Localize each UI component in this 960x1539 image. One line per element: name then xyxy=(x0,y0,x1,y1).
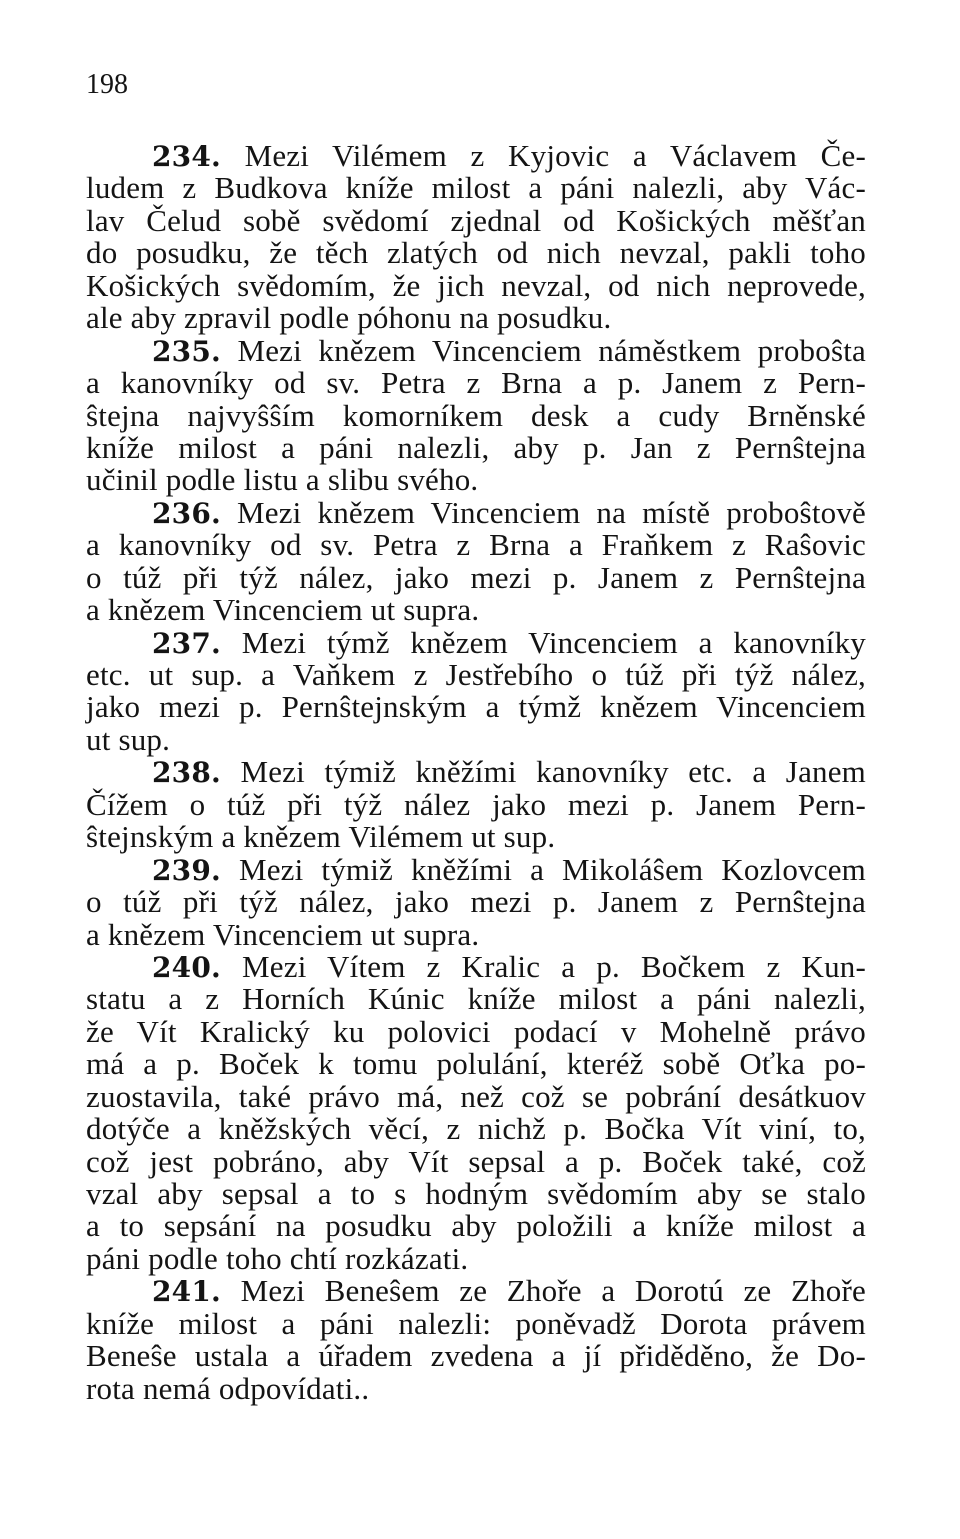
text-line xyxy=(86,1078,866,1114)
line-text: Mezi knězem Vincenciem na místě proboŝtově xyxy=(237,494,866,530)
line-text: statu a z Horních Kúnic kníže milost a páni nalezli, xyxy=(86,981,866,1017)
line-text: rota nemá odpovídati.. xyxy=(86,1370,370,1406)
line-text: Beneŝe ustala a úřadem zvedena a jí přiděděno, že Do- xyxy=(86,1338,866,1374)
paragraph-number: 241. xyxy=(152,1275,221,1309)
line-text: a kanovníky od sv. Petra z Brna a Fraňkem z Raŝovic xyxy=(86,527,866,563)
line-text: což jest pobráno, aby Vít sepsal a p. Boček také, což xyxy=(86,1143,866,1179)
text-line xyxy=(86,821,866,853)
line-text: Čížem o túž při týž nález jako mezi p. Janem Pern- xyxy=(86,786,866,822)
line-text: do posudku, že těch zlatých od nich nevzal, pakli toho xyxy=(86,235,866,271)
line-text: Mezi týmž knězem Vincenciem a kanovníky xyxy=(241,624,867,660)
line-text: Mezi Vítem z Kralic a p. Bočkem z Kun- xyxy=(242,948,866,984)
paragraph-number: 235. xyxy=(152,334,221,368)
paragraph xyxy=(86,851,866,952)
text-line xyxy=(86,1210,866,1242)
text-line xyxy=(86,429,866,465)
paragraph-number: 234. xyxy=(152,140,221,173)
text-line xyxy=(86,494,866,530)
line-text: Mezi Beneŝem ze Zhoře a Dorotú ze Zhoře xyxy=(240,1273,866,1309)
paragraph xyxy=(86,140,866,335)
text-line xyxy=(86,559,866,595)
line-text: Mezi týmiž kněžími kanovníky etc. a Janem xyxy=(240,754,866,790)
line-text: ŝtejna najvyŝŝím komorníkem desk a cudy Brněnské xyxy=(86,397,866,433)
paragraph xyxy=(86,756,866,853)
text-line xyxy=(86,594,866,626)
paragraph-number: 237. xyxy=(152,626,221,660)
text-line xyxy=(86,624,867,660)
text-line xyxy=(86,367,866,399)
line-text: vzal aby sepsal a to s hodným svědomím aby se stalo xyxy=(86,1176,866,1211)
line-text: zuostavila, také právo má, než což se pobrání desátkuov xyxy=(86,1078,866,1114)
text-line xyxy=(86,1275,866,1307)
line-text: má a p. Boček k tomu polulání, kteréž sobě Oťka po- xyxy=(86,1046,866,1082)
line-text: kníže milost a páni nalezli, aby p. Jan z Pernŝtejna xyxy=(86,429,866,465)
text-line xyxy=(86,983,866,1015)
line-text: Mezi Vilémem z Kyjovic a Václavem Če- xyxy=(244,138,866,173)
text-line xyxy=(86,1178,866,1210)
text-line xyxy=(86,948,866,984)
text-line xyxy=(86,397,866,433)
line-text: páni podle toho chtí rozkázati. xyxy=(86,1240,469,1276)
text-line xyxy=(86,1143,866,1179)
paragraph-number: 236. xyxy=(152,496,221,530)
line-text: ludem z Budkova kníže milost a páni nalezli, aby Vác- xyxy=(86,170,866,206)
paragraph xyxy=(86,1275,866,1405)
text-line xyxy=(86,1370,866,1406)
line-text: dotýče a kněžských věcí, z nichž p. Bočka Vít viní, to, xyxy=(86,1111,866,1147)
text-line xyxy=(86,267,866,303)
line-text: ale aby zpravil podle póhonu na posudku. xyxy=(86,300,612,336)
text-line xyxy=(86,237,866,269)
line-text: jako mezi p. Pernŝtejnským a týmž knězem Vincenciem xyxy=(86,689,866,725)
line-text: a knězem Vincenciem ut supra. xyxy=(86,916,480,952)
paragraph xyxy=(86,624,867,757)
text-line xyxy=(86,202,866,238)
text-line xyxy=(86,172,866,204)
line-text: a kanovníky od sv. Petra z Brna a p. Janem z Pern- xyxy=(86,365,866,401)
line-text: že Vít Kralický ku polovici podací v Mohelně právo xyxy=(86,1013,866,1049)
line-text: lav Čelud sobě svědomí zjednal od Košických měšťan xyxy=(86,202,866,238)
text-line xyxy=(86,1113,866,1145)
line-text: a knězem Vincenciem ut supra. xyxy=(86,592,480,628)
text-line xyxy=(86,302,866,334)
line-text: o túž při týž nález, jako mezi p. Janem z Pernŝtejna xyxy=(86,884,866,920)
text-line xyxy=(86,1240,866,1276)
line-text: ŝtejnským a knězem Vilémem ut sup. xyxy=(86,819,556,855)
text-line xyxy=(86,1013,866,1049)
text-line xyxy=(86,916,866,952)
text-line xyxy=(86,691,866,723)
line-text: učinil podle listu a slibu svého. xyxy=(86,462,479,498)
text-line xyxy=(86,721,866,757)
paragraph xyxy=(86,332,866,498)
paragraph-number: 238. xyxy=(152,756,221,790)
paragraph-number: 239. xyxy=(152,853,221,887)
line-text: ut sup. xyxy=(86,721,171,757)
line-text: Košických svědomím, že jich nevzal, od nich neprovede, xyxy=(86,267,866,303)
line-text: Mezi týmiž kněžími a Mikoláŝem Kozlovcem xyxy=(238,851,866,887)
text-line xyxy=(86,786,866,822)
text-line xyxy=(86,529,866,561)
text-line xyxy=(86,1048,866,1080)
text-line xyxy=(86,332,866,368)
line-text: a to sepsání na posudku aby položili a kníže milost a xyxy=(86,1208,866,1244)
text-line xyxy=(86,851,866,887)
page-number: 198 xyxy=(86,69,128,100)
text-line xyxy=(86,1305,866,1341)
text-body xyxy=(86,140,866,1405)
text-line xyxy=(86,756,866,788)
line-text: etc. ut sup. a Vaňkem z Jestřebího o túž při týž nález, xyxy=(86,657,866,692)
line-text: Mezi knězem Vincenciem náměstkem proboŝta xyxy=(237,332,866,368)
line-text: o túž při týž nález, jako mezi p. Janem z Pernŝtejna xyxy=(86,559,866,595)
text-line xyxy=(86,1340,866,1372)
text-line xyxy=(86,464,866,496)
text-line xyxy=(86,140,866,172)
text-line xyxy=(86,659,866,691)
text-line xyxy=(86,886,866,918)
paragraph xyxy=(86,948,866,1276)
paragraph-number: 240. xyxy=(152,950,221,984)
paragraph xyxy=(86,494,866,628)
line-text: kníže milost a páni nalezli: poněvadž Dorota právem xyxy=(86,1305,866,1341)
